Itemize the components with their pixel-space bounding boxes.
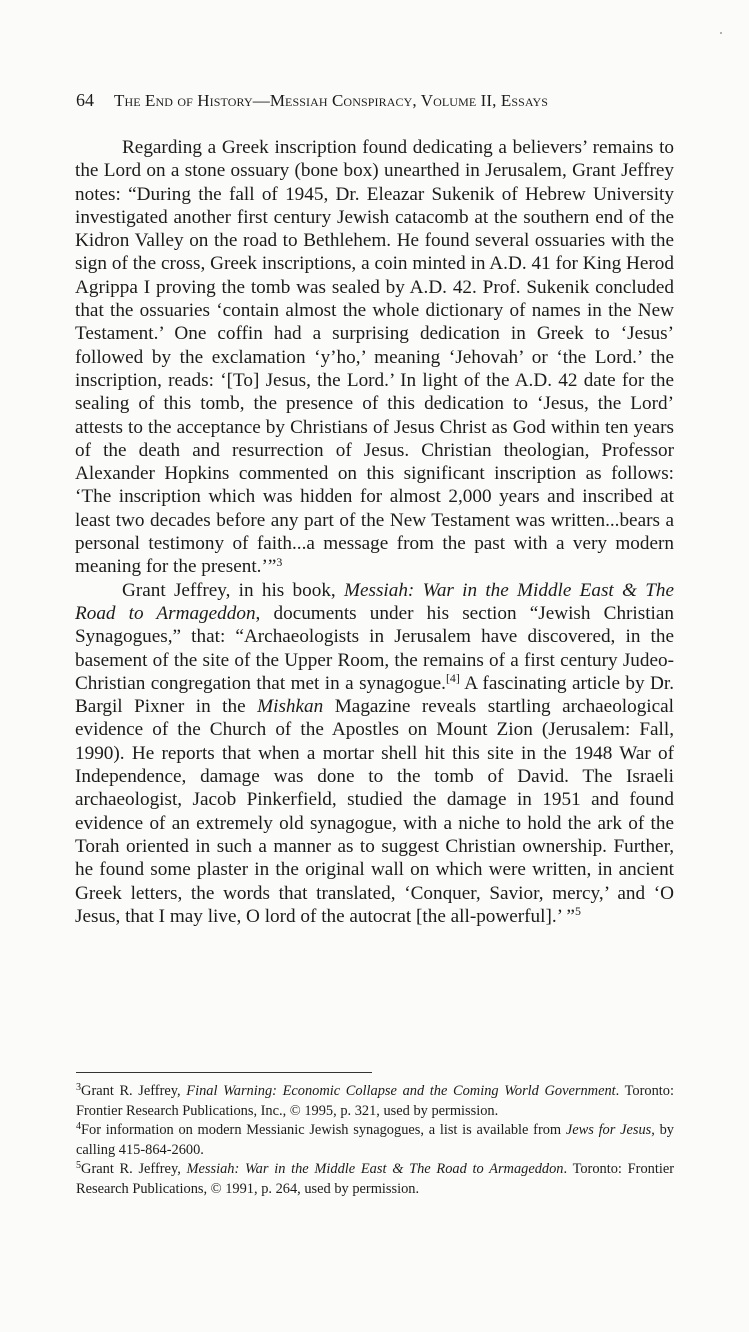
- footnote-italic: Final Warning: Economic Collapse and the Coming World Government: [186, 1083, 616, 1099]
- footnote-text-a: Grant R. Jeffrey,: [81, 1083, 187, 1099]
- footnote-italic: Messiah: War in the Middle East & The Road to Armageddon: [186, 1161, 564, 1177]
- footnote-text-b: , by calling 415-864-2600.: [76, 1122, 674, 1158]
- paragraph-2-text-a: Grant Jeffrey, in his book,: [122, 579, 344, 601]
- footnote-ref-3: 3: [276, 554, 283, 569]
- paragraph-2: [75, 579, 674, 928]
- footnote-3: [76, 1082, 674, 1121]
- footnote-number: 3: [76, 1082, 82, 1094]
- footnote-number: 5: [76, 1160, 82, 1172]
- magazine-title: Mishkan: [257, 696, 324, 718]
- footnote-text-b: . Toronto: Frontier Research Publications, Inc., © 1995, p. 321, used by permission.: [76, 1083, 674, 1119]
- footnote-5: [76, 1160, 674, 1199]
- body-text: [75, 136, 674, 928]
- paragraph-1: [75, 136, 674, 579]
- footnote-divider: [76, 1072, 372, 1073]
- footnote-number: 4: [76, 1121, 82, 1133]
- footnote-italic: Jews for Jesus: [565, 1122, 652, 1138]
- paragraph-2-text-b: , documents under his section “Jewish Christian Synagogues,” that: “Archaeologists in Jerusalem have discovered, in the basement of the site of the Upper Room, the remains of a first century Judeo-Christian congregation that met in a synagogue.: [75, 602, 674, 694]
- footnote-text-a: Grant R. Jeffrey,: [81, 1161, 187, 1177]
- paragraph-2-text-c: A fascinating article by Dr. Bargil Pixner in the: [75, 672, 675, 718]
- running-header: [76, 88, 676, 113]
- footnote-4: [76, 1121, 674, 1160]
- footnote-ref-4: [4]: [445, 671, 460, 686]
- scan-speck: [720, 32, 722, 34]
- footnote-text-a: For information on modern Messianic Jewish synagogues, a list is available from: [81, 1122, 566, 1138]
- paragraph-1-text: Regarding a Greek inscription found dedicating a believers’ remains to the Lord on a stone ossuary (bone box) unearthed in Jerusalem, Grant Jeffrey notes: “During the fall of 1945, Dr. Eleazar Sukenik of Hebrew University investigated another first century Jewish catacomb at the southern end of the Kidron Valley on the road to Bethlehem. He found several ossuaries with the sign of the cross, Greek inscriptions, a coin minted in A.D. 41 for King Herod Agrippa I proving the tomb was sealed by A.D. 42. Prof. Sukenik concluded that the ossuaries ‘contain almost the whole dictionary of names in the New Testament.’ One coffin had a surprising dedication in Greek to ‘Jesus’ followed by the exclamation ‘y’ho,’ meaning ‘Jehovah’ or ‘the Lord.’ the inscription, reads: ‘[To] Jesus, the Lord.’ In light of the A.D. 42 date for the sealing of this tomb, the presence of this dedication to ‘Jesus, the Lord’ attests to the acceptance by Christians of Jesus Christ as God within ten years of the death and resurrection of Jesus. Christian theologian, Professor Alexander Hopkins commented on this significant inscription as follows: ‘The inscription which was hidden for almost 2,000 years and inscribed at least two decades before any part of the New Testament was written...bears a personal testimony of faith...a message from the past with a very modern meaning for the present.’”: [75, 137, 674, 578]
- footnote-text-b: . Toronto: Frontier Research Publications, © 1991, p. 264, used by permission.: [76, 1161, 675, 1197]
- footnote-ref-5: 5: [574, 904, 581, 919]
- footnotes: [76, 1082, 674, 1199]
- running-title: The End of History—Messiah Conspiracy, Volume II, Essays: [114, 91, 549, 110]
- paragraph-2-text-d: Magazine reveals startling archaeological evidence of the Church of the Apostles on Mount Zion (Jerusalem: Fall, 1990). He reports that when a mortar shell hit this site in the 1948 War of Independence, damage was done to the tomb of David. The Israeli archaeologist, Jacob Pinkerfield, studied the damage in 1951 and found evidence of an extremely old synagogue, with a niche to hold the ark of the Torah oriented in such a manner as to suggest Christian ownership. Further, he found some plaster in the original wall on which were written, in ancient Greek letters, the words that translated, ‘Conquer, Savior, mercy,’ and ‘O Jesus, that I may live, O lord of the autocrat [the all-powerful].’ ”: [75, 696, 675, 927]
- book-title: Messiah: War in the Middle East & The Road to Armageddon: [75, 579, 674, 624]
- page-number: 64: [76, 90, 94, 110]
